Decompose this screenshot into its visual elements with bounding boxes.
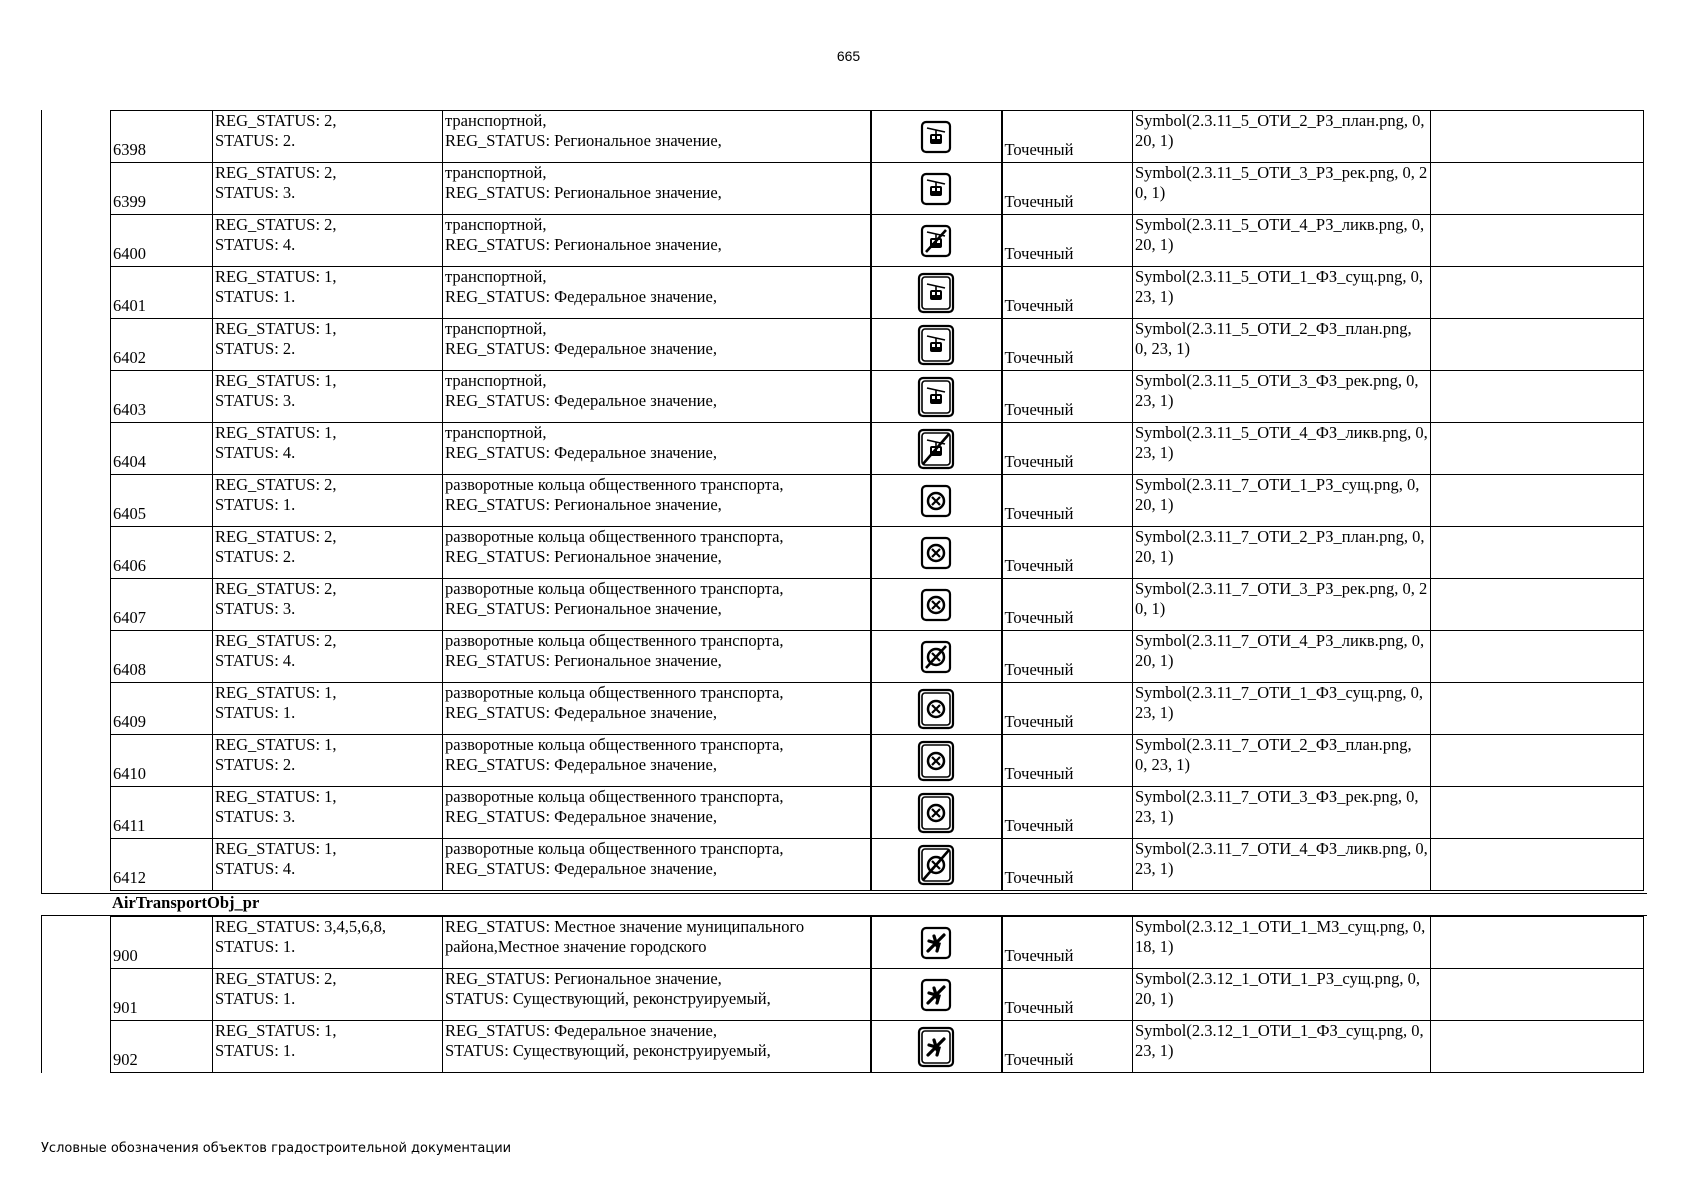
row-symbol: Symbol(2.3.11_7_ОТИ_3_РЗ_рек.png, 0, 20, 1)	[1133, 579, 1431, 631]
row-attributes	[213, 683, 443, 735]
row-attributes	[213, 579, 443, 631]
desc-line: REG_STATUS: Федеральное значение,	[445, 703, 717, 722]
desc-line: REG_STATUS: Местное значение муниципального	[445, 917, 805, 936]
row-symbol: Symbol(2.3.11_7_ОТИ_1_ФЗ_сущ.png, 0, 23, 1)	[1133, 683, 1431, 735]
row-geometry-type: Точечный	[1002, 787, 1133, 839]
row-symbol: Symbol(2.3.11_7_ОТИ_3_ФЗ_рек.png, 0, 23, 1)	[1133, 787, 1431, 839]
symbols-table-transport	[110, 110, 1644, 891]
attr-line: STATUS: 2.	[215, 339, 296, 358]
desc-line: транспортной,	[445, 423, 547, 442]
row-attributes	[213, 215, 443, 267]
row-geometry-type: Точечный	[1002, 267, 1133, 319]
desc-line: REG_STATUS: Региональное значение,	[445, 183, 722, 202]
cable-car-fz-plan-icon	[871, 319, 1002, 371]
row-description	[443, 527, 871, 579]
attr-line: STATUS: 4.	[215, 651, 296, 670]
row-empty-cell	[1431, 267, 1644, 319]
row-code: 6398	[111, 111, 213, 163]
row-geometry-type: Точечный	[1002, 215, 1133, 267]
row-geometry-type: Точечный	[1002, 1021, 1133, 1073]
row-code: 6411	[111, 787, 213, 839]
desc-line: REG_STATUS: Федеральное значение,	[445, 287, 717, 306]
airport-rz-sushch-icon	[871, 969, 1002, 1021]
attr-line: REG_STATUS: 3,4,5,6,8,	[215, 917, 387, 936]
row-symbol: Symbol(2.3.11_7_ОТИ_4_РЗ_ликв.png, 0, 20, 1)	[1133, 631, 1431, 683]
attr-line: REG_STATUS: 1,	[215, 371, 337, 390]
desc-line: разворотные кольца общественного транспорта,	[445, 839, 784, 858]
turning-ring-rz-sushch-icon	[871, 475, 1002, 527]
row-symbol: Symbol(2.3.12_1_ОТИ_1_РЗ_сущ.png, 0, 20, 1)	[1133, 969, 1431, 1021]
desc-line: разворотные кольца общественного транспорта,	[445, 631, 784, 650]
row-description	[443, 319, 871, 371]
row-attributes	[213, 371, 443, 423]
row-attributes	[213, 1021, 443, 1073]
row-description	[443, 969, 871, 1021]
row-attributes	[213, 111, 443, 163]
desc-line: транспортной,	[445, 319, 547, 338]
row-empty-cell	[1431, 839, 1644, 891]
desc-line: транспортной,	[445, 267, 547, 286]
row-description	[443, 839, 871, 891]
attr-line: STATUS: 3.	[215, 807, 296, 826]
row-attributes	[213, 787, 443, 839]
table-row	[111, 423, 1644, 475]
desc-line: разворотные кольца общественного транспорта,	[445, 475, 784, 494]
left-margin-line-top	[41, 110, 42, 894]
table-row	[111, 839, 1644, 891]
row-attributes	[213, 423, 443, 475]
row-description	[443, 215, 871, 267]
row-description	[443, 111, 871, 163]
section-divider-top	[41, 893, 1647, 894]
desc-line: REG_STATUS: Федеральное значение,	[445, 391, 717, 410]
row-description	[443, 735, 871, 787]
desc-line: транспортной,	[445, 111, 547, 130]
desc-line: REG_STATUS: Федеральное значение,	[445, 1021, 717, 1040]
attr-line: STATUS: 3.	[215, 183, 296, 202]
turning-ring-rz-likv-icon	[871, 631, 1002, 683]
row-description	[443, 631, 871, 683]
attr-line: REG_STATUS: 2,	[215, 631, 337, 650]
table-row	[111, 371, 1644, 423]
desc-line: разворотные кольца общественного транспорта,	[445, 683, 784, 702]
row-geometry-type: Точечный	[1002, 423, 1133, 475]
row-attributes	[213, 319, 443, 371]
turning-ring-rz-plan-icon	[871, 527, 1002, 579]
desc-line: REG_STATUS: Региональное значение,	[445, 651, 722, 670]
desc-line: транспортной,	[445, 371, 547, 390]
desc-line: REG_STATUS: Федеральное значение,	[445, 755, 717, 774]
attr-line: STATUS: 1.	[215, 1041, 296, 1060]
row-empty-cell	[1431, 1021, 1644, 1073]
row-geometry-type: Точечный	[1002, 683, 1133, 735]
attr-line: STATUS: 2.	[215, 131, 296, 150]
row-code: 6402	[111, 319, 213, 371]
row-symbol: Symbol(2.3.11_5_ОТИ_1_ФЗ_сущ.png, 0, 23, 1)	[1133, 267, 1431, 319]
row-empty-cell	[1431, 163, 1644, 215]
row-geometry-type: Точечный	[1002, 319, 1133, 371]
cable-car-fz-sushch-icon	[871, 267, 1002, 319]
attr-line: STATUS: 3.	[215, 391, 296, 410]
page-number: 665	[836, 48, 861, 64]
desc-line: REG_STATUS: Федеральное значение,	[445, 807, 717, 826]
row-code: 6407	[111, 579, 213, 631]
row-attributes	[213, 475, 443, 527]
row-description	[443, 267, 871, 319]
row-empty-cell	[1431, 969, 1644, 1021]
attr-line: STATUS: 4.	[215, 859, 296, 878]
row-code: 6400	[111, 215, 213, 267]
row-attributes	[213, 163, 443, 215]
row-code: 6399	[111, 163, 213, 215]
symbols-table-air-transport	[110, 916, 1644, 1073]
cable-car-rz-rek-icon	[871, 163, 1002, 215]
table-row	[111, 111, 1644, 163]
row-description	[443, 683, 871, 735]
airport-fz-sushch-icon	[871, 1021, 1002, 1073]
turning-ring-fz-plan-icon	[871, 735, 1002, 787]
desc-line: REG_STATUS: Региональное значение,	[445, 547, 722, 566]
desc-line: транспортной,	[445, 215, 547, 234]
attr-line: REG_STATUS: 2,	[215, 527, 337, 546]
attr-line: REG_STATUS: 1,	[215, 683, 337, 702]
attr-line: STATUS: 4.	[215, 235, 296, 254]
row-attributes	[213, 267, 443, 319]
row-empty-cell	[1431, 475, 1644, 527]
attr-line: STATUS: 1.	[215, 703, 296, 722]
table-row	[111, 683, 1644, 735]
desc-line: разворотные кольца общественного транспорта,	[445, 735, 784, 754]
row-symbol: Symbol(2.3.12_1_ОТИ_1_МЗ_сущ.png, 0, 18, 1)	[1133, 917, 1431, 969]
turning-ring-fz-likv-icon	[871, 839, 1002, 891]
attr-line: STATUS: 1.	[215, 937, 296, 956]
row-geometry-type: Точечный	[1002, 631, 1133, 683]
row-empty-cell	[1431, 371, 1644, 423]
row-empty-cell	[1431, 631, 1644, 683]
attr-line: STATUS: 2.	[215, 755, 296, 774]
row-geometry-type: Точечный	[1002, 371, 1133, 423]
row-description	[443, 579, 871, 631]
desc-line: транспортной,	[445, 163, 547, 182]
turning-ring-fz-rek-icon	[871, 787, 1002, 839]
desc-line: REG_STATUS: Региональное значение,	[445, 969, 722, 988]
row-description	[443, 475, 871, 527]
row-description	[443, 371, 871, 423]
row-geometry-type: Точечный	[1002, 969, 1133, 1021]
row-attributes	[213, 969, 443, 1021]
attr-line: REG_STATUS: 2,	[215, 579, 337, 598]
desc-line: разворотные кольца общественного транспорта,	[445, 787, 784, 806]
row-symbol: Symbol(2.3.12_1_ОТИ_1_ФЗ_сущ.png, 0, 23, 1)	[1133, 1021, 1431, 1073]
attr-line: STATUS: 4.	[215, 443, 296, 462]
left-margin-line-bottom	[41, 915, 42, 1073]
attr-line: REG_STATUS: 2,	[215, 111, 337, 130]
table-row	[111, 631, 1644, 683]
attr-line: REG_STATUS: 2,	[215, 969, 337, 988]
row-empty-cell	[1431, 683, 1644, 735]
desc-line: STATUS: Существующий, реконструируемый,	[445, 989, 771, 1008]
turning-ring-fz-sushch-icon	[871, 683, 1002, 735]
table-row	[111, 969, 1644, 1021]
table-row	[111, 319, 1644, 371]
row-code: 6412	[111, 839, 213, 891]
desc-line: разворотные кольца общественного транспорта,	[445, 527, 784, 546]
row-geometry-type: Точечный	[1002, 527, 1133, 579]
desc-line: REG_STATUS: Федеральное значение,	[445, 859, 717, 878]
table-row	[111, 475, 1644, 527]
desc-line: REG_STATUS: Федеральное значение,	[445, 339, 717, 358]
row-code: 6408	[111, 631, 213, 683]
row-symbol: Symbol(2.3.11_5_ОТИ_2_ФЗ_план.png, 0, 23, 1)	[1133, 319, 1431, 371]
row-code: 901	[111, 969, 213, 1021]
table-row	[111, 787, 1644, 839]
row-code: 6404	[111, 423, 213, 475]
row-description	[443, 917, 871, 969]
row-empty-cell	[1431, 917, 1644, 969]
row-geometry-type: Точечный	[1002, 917, 1133, 969]
row-attributes	[213, 527, 443, 579]
row-symbol: Symbol(2.3.11_5_ОТИ_4_РЗ_ликв.png, 0, 20, 1)	[1133, 215, 1431, 267]
row-symbol: Symbol(2.3.11_7_ОТИ_1_РЗ_сущ.png, 0, 20, 1)	[1133, 475, 1431, 527]
desc-line: REG_STATUS: Федеральное значение,	[445, 443, 717, 462]
row-symbol: Symbol(2.3.11_5_ОТИ_3_РЗ_рек.png, 0, 20, 1)	[1133, 163, 1431, 215]
row-code: 6405	[111, 475, 213, 527]
row-code: 6406	[111, 527, 213, 579]
row-code: 6409	[111, 683, 213, 735]
row-code: 900	[111, 917, 213, 969]
desc-line: разворотные кольца общественного транспорта,	[445, 579, 784, 598]
turning-ring-rz-rek-icon	[871, 579, 1002, 631]
desc-line: REG_STATUS: Региональное значение,	[445, 131, 722, 150]
cable-car-fz-likv-icon	[871, 423, 1002, 475]
row-geometry-type: Точечный	[1002, 475, 1133, 527]
row-geometry-type: Точечный	[1002, 579, 1133, 631]
page-footer: Условные обозначения объектов градостроительной документации	[41, 1141, 512, 1156]
row-code: 6401	[111, 267, 213, 319]
table-row	[111, 579, 1644, 631]
attr-line: REG_STATUS: 2,	[215, 163, 337, 182]
attr-line: REG_STATUS: 1,	[215, 423, 337, 442]
row-empty-cell	[1431, 111, 1644, 163]
row-empty-cell	[1431, 735, 1644, 787]
attr-line: REG_STATUS: 1,	[215, 735, 337, 754]
row-attributes	[213, 631, 443, 683]
cable-car-rz-likv-icon	[871, 215, 1002, 267]
attr-line: STATUS: 1.	[215, 495, 296, 514]
row-symbol: Symbol(2.3.11_5_ОТИ_4_ФЗ_ликв.png, 0, 23, 1)	[1133, 423, 1431, 475]
table-row	[111, 1021, 1644, 1073]
table-row	[111, 215, 1644, 267]
table-row	[111, 735, 1644, 787]
attr-line: STATUS: 2.	[215, 547, 296, 566]
attr-line: STATUS: 1.	[215, 287, 296, 306]
attr-line: REG_STATUS: 2,	[215, 215, 337, 234]
row-empty-cell	[1431, 787, 1644, 839]
row-symbol: Symbol(2.3.11_7_ОТИ_2_ФЗ_план.png, 0, 23, 1)	[1133, 735, 1431, 787]
table-row	[111, 917, 1644, 969]
desc-line: REG_STATUS: Региональное значение,	[445, 495, 722, 514]
row-code: 6403	[111, 371, 213, 423]
row-empty-cell	[1431, 423, 1644, 475]
row-symbol: Symbol(2.3.11_7_ОТИ_2_РЗ_план.png, 0, 20, 1)	[1133, 527, 1431, 579]
desc-line: REG_STATUS: Региональное значение,	[445, 235, 722, 254]
attr-line: REG_STATUS: 2,	[215, 475, 337, 494]
attr-line: REG_STATUS: 1,	[215, 319, 337, 338]
row-description	[443, 1021, 871, 1073]
desc-line: REG_STATUS: Региональное значение,	[445, 599, 722, 618]
attr-line: REG_STATUS: 1,	[215, 787, 337, 806]
row-empty-cell	[1431, 579, 1644, 631]
cable-car-fz-rek-icon	[871, 371, 1002, 423]
row-empty-cell	[1431, 527, 1644, 579]
row-code: 902	[111, 1021, 213, 1073]
row-geometry-type: Точечный	[1002, 839, 1133, 891]
row-symbol: Symbol(2.3.11_5_ОТИ_2_РЗ_план.png, 0, 20, 1)	[1133, 111, 1431, 163]
attr-line: REG_STATUS: 1,	[215, 267, 337, 286]
row-description	[443, 163, 871, 215]
row-attributes	[213, 839, 443, 891]
attr-line: STATUS: 3.	[215, 599, 296, 618]
row-symbol: Symbol(2.3.11_7_ОТИ_4_ФЗ_ликв.png, 0, 23, 1)	[1133, 839, 1431, 891]
row-code: 6410	[111, 735, 213, 787]
airport-mz-sushch-icon	[871, 917, 1002, 969]
table-row	[111, 163, 1644, 215]
row-geometry-type: Точечный	[1002, 163, 1133, 215]
attr-line: REG_STATUS: 1,	[215, 839, 337, 858]
cable-car-rz-plan-icon	[871, 111, 1002, 163]
table-row	[111, 267, 1644, 319]
attr-line: STATUS: 1.	[215, 989, 296, 1008]
desc-line: STATUS: Существующий, реконструируемый,	[445, 1041, 771, 1060]
desc-line: района,Местное значение городского	[445, 937, 707, 956]
row-description	[443, 787, 871, 839]
attr-line: REG_STATUS: 1,	[215, 1021, 337, 1040]
section-title: AirTransportObj_pr	[112, 893, 260, 912]
row-attributes	[213, 917, 443, 969]
row-geometry-type: Точечный	[1002, 735, 1133, 787]
row-empty-cell	[1431, 319, 1644, 371]
row-geometry-type: Точечный	[1002, 111, 1133, 163]
row-symbol: Symbol(2.3.11_5_ОТИ_3_ФЗ_рек.png, 0, 23, 1)	[1133, 371, 1431, 423]
row-empty-cell	[1431, 215, 1644, 267]
row-description	[443, 423, 871, 475]
table-row	[111, 527, 1644, 579]
row-attributes	[213, 735, 443, 787]
